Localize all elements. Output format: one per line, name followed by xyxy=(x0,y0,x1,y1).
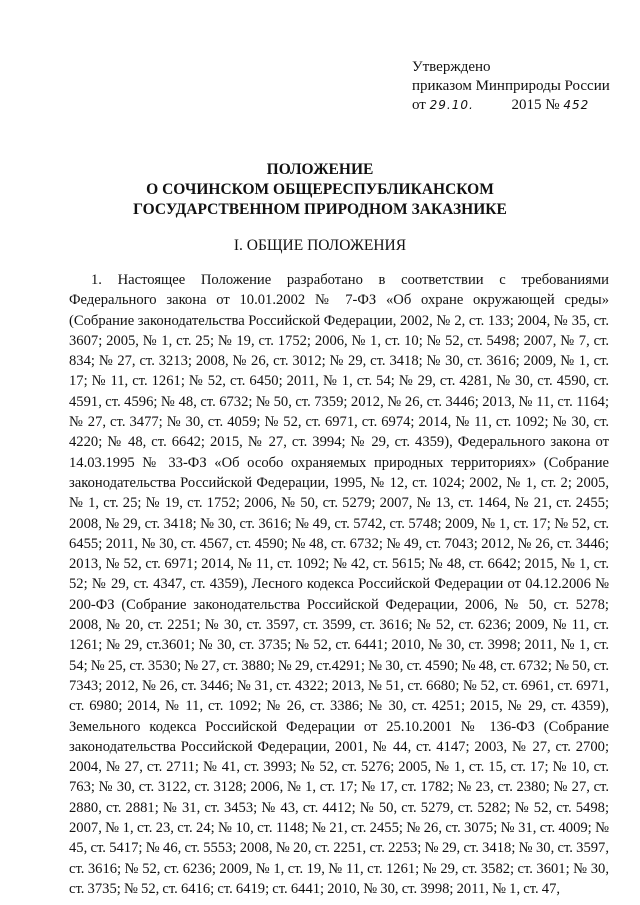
document-title xyxy=(0,160,640,220)
approval-date-prefix: от xyxy=(412,97,426,113)
approval-line-approved: Утверждено xyxy=(412,59,491,75)
approval-line-date xyxy=(412,96,610,115)
approval-stamp xyxy=(412,58,610,115)
title-line-2: О СОЧИНСКОМ ОБЩЕРЕСПУБЛИКАНСКОМ xyxy=(146,181,494,198)
approval-year: 2015 № xyxy=(511,97,560,113)
title-line-1: ПОЛОЖЕНИЕ xyxy=(266,161,374,178)
approval-handwritten-number: 452 xyxy=(563,98,590,112)
paragraph-1: 1. Настоящее Положение разработано в соответствии с требованиями Федерального закона от 10.01.2002 № 7-ФЗ «Об охране окружающей среды» (Собрание законодательства Российской Федерации, 2002, № 2, ст. 133; 2004, № 35, ст. 3607; 2005, № 1, ст. 25; № 19, ст. 1752; 2006, № 1, ст. 10; № 52, ст. 5498; 2007, № 7, ст. 834; № 27, ст. 3213; 2008, № 26, ст. 3012; № 29, ст. 3418; № 30, ст. 3616; 2009, № 1, ст. 17; № 11, ст. 1261; № 52, ст. 6450; 2011, № 1, ст. 54; № 29, ст. 4281, № 30, ст. 4590, ст. 4591, ст. 4596; № 48, ст. 6732; № 50, ст. 7359; 2012, № 26, ст. 3446; 2013, № 11, ст. 1164; № 27, ст. 3477; № 30, ст. 4059; № 52, ст. 6971, ст. 6974; 2014, № 11, ст. 1092; № 30, ст. 4220; № 48, ст. 6642; 2015, № 27, ст. 3994; № 29, ст. 4359), Федерального закона от 14.03.1995 № 33-ФЗ «Об особо охраняемых природных территориях» (Собрание законодательства Российской Федерации, 1995, № 12, ст. 1024; 2002, № 1, ст. 2; 2005, № 1, ст. 25; № 19, ст. 1752; 2006, № 50, ст. 5279; 2007, № 13, ст. 1464, № 21, ст. 2455; 2008, № 29, ст. 3418; № 30, ст. 3616; № 49, ст. 5742, ст. 5748; 2009, № 1, ст. 17; № 52, ст. 6455; 2011, № 30, ст. 4567, ст. 4590; № 48, ст. 6732; № 49, ст. 7043; 2012, № 26, ст. 3446; 2013, № 52, ст. 6971; 2014, № 11, ст. 1092; № 42, ст. 5615; № 48, ст. 6642; 2015, № 1, ст. 52; № 29, ст. 4347, ст. 4359), Лесного кодекса Российской Федерации от 04.12.2006 № 200-ФЗ (Собрание законодательства Российской Федерации, 2006, № 50, ст. 5278; 2008, № 20, ст. 2251; № 30, ст. 3597, ст. 3599, ст. 3616; № 52, ст. 6236; 2009, № 11, ст. 1261; № 29, ст.3601; № 30, ст. 3735; № 52, ст. 6441; 2010, № 30, ст. 3998; 2011, № 1, ст. 54; № 25, ст. 3530; № 27, ст. 3880; № 29, ст.4291; № 30, ст. 4590; № 48, ст. 6732; № 50, ст. 7343; 2012, № 26, ст. 3446; № 31, ст. 4322; 2013, № 51, ст. 6680; № 52, ст. 6961, ст. 6971, ст. 6980; 2014, № 11, ст. 1092; № 26, ст. 3386; № 30, ст. 4251; 2015, № 29, ст. 4359), Земельного кодекса Российской Федерации от 25.10.2001 № 136-ФЗ (Собрание законодательства Российской Федерации, 2001, № 44, ст. 4147; 2003, № 27, ст. 2700; 2004, № 27, ст. 2711; № 41, ст. 3993; № 52, ст. 5276; 2005, № 1, ст. 15, ст. 17; № 10, ст. 763; № 30, ст. 3122, ст. 3128; 2006, № 1, ст. 17; № 17, ст. 1782; № 23, ст. 2380; № 27, ст. 2880, ст. 2881; № 31, ст. 3453; № 43, ст. 4412; № 50, ст. 5279, ст. 5282; № 52, ст. 5498; 2007, № 1, ст. 23, ст. 24; № 10, ст. 1148; № 21, ст. 2455; № 26, ст. 3075; № 31, ст. 4009; № 45, ст. 5417; № 46, ст. 5553; 2008, № 20, ст. 2251, ст. 2253; № 29, ст. 3418; № 30, ст. 3597, ст. 3616; № 52, ст. 6236; 2009, № 1, ст. 19, № 11, ст. 1261; № 29, ст. 3582; ст. 3601; № 30, ст. 3735; № 52, ст. 6416; ст. 6419; ст. 6441; 2010, № 30, ст. 3998; 2011, № 1, ст. 47, xyxy=(69,272,609,897)
approval-line-order: приказом Минприроды России xyxy=(412,78,610,94)
title-line-3: ГОСУДАРСТВЕННОМ ПРИРОДНОМ ЗАКАЗНИКЕ xyxy=(133,201,507,218)
section-heading: I. ОБЩИЕ ПОЛОЖЕНИЯ xyxy=(233,237,407,254)
approval-handwritten-date: 29.10. xyxy=(429,98,474,112)
